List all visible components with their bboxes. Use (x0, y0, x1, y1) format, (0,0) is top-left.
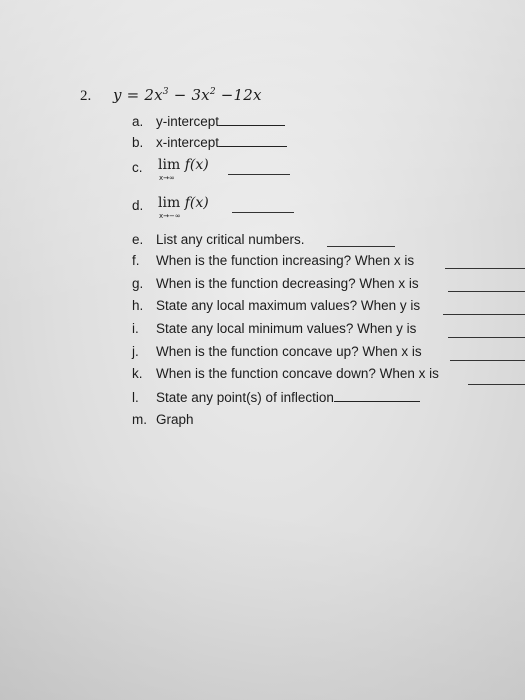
item-text: When is the function increasing? When x is (156, 253, 415, 268)
item-letter: j. (132, 344, 139, 359)
limit-subscript: x→∞ (159, 174, 175, 182)
item-text: Graph (156, 412, 194, 427)
answer-blank[interactable] (219, 113, 285, 126)
answer-blank[interactable] (334, 389, 420, 402)
item-h (132, 298, 420, 313)
item-j (132, 344, 422, 359)
limit-label: lim (158, 157, 181, 173)
item-text: When is the function decreasing? When x is (156, 276, 419, 291)
item-g (132, 276, 419, 291)
limit-expression-c (158, 157, 209, 182)
limit-function: f(x) (184, 157, 209, 173)
answer-blank-d[interactable] (232, 212, 294, 213)
answer-blank-k[interactable] (468, 384, 525, 385)
item-text: State any local maximum values? When y is (156, 298, 421, 313)
item-d (132, 198, 156, 213)
item-letter: a. (132, 114, 144, 129)
limit-function: f(x) (184, 195, 209, 211)
answer-blank-i[interactable] (448, 337, 525, 338)
item-b (132, 134, 287, 150)
item-letter: l. (132, 390, 139, 405)
answer-blank-f[interactable] (445, 268, 525, 269)
item-letter: f. (132, 253, 140, 268)
item-c (132, 160, 156, 175)
item-letter: e. (132, 232, 144, 247)
item-text: y-intercept (156, 114, 220, 129)
item-text: When is the function concave up? When x is (156, 344, 422, 359)
item-letter: h. (132, 298, 144, 313)
item-k (132, 366, 439, 381)
item-a (132, 113, 285, 129)
item-i (132, 321, 416, 336)
problem-equation: $y = 2x^3 - 3x^2 -12x$ (113, 86, 262, 104)
item-letter: g. (132, 276, 144, 291)
limit-expression-d (158, 195, 209, 220)
item-text: List any critical numbers. (156, 232, 305, 247)
item-letter: c. (132, 160, 143, 175)
item-letter: d. (132, 198, 144, 213)
item-letter: i. (132, 321, 139, 336)
item-text: State any local minimum values? When y is (156, 321, 417, 336)
answer-blank-h[interactable] (443, 314, 525, 315)
answer-blank[interactable] (219, 134, 287, 147)
item-f (132, 253, 414, 268)
item-letter: k. (132, 366, 143, 381)
item-letter: m. (132, 412, 147, 427)
item-m (132, 412, 194, 427)
item-letter: b. (132, 135, 144, 150)
item-l (132, 389, 420, 405)
answer-blank-g[interactable] (448, 291, 525, 292)
answer-blank-c[interactable] (228, 174, 290, 175)
answer-blank-j[interactable] (450, 360, 525, 361)
problem-number: 2. (80, 88, 92, 104)
item-text: When is the function concave down? When x is (156, 366, 439, 381)
limit-label: lim (158, 195, 181, 211)
limit-subscript: x→−∞ (159, 212, 181, 220)
item-text: x-intercept (156, 135, 220, 150)
answer-blank-e[interactable] (327, 246, 395, 247)
item-text: State any point(s) of inflection (156, 390, 334, 405)
item-e (132, 232, 305, 247)
